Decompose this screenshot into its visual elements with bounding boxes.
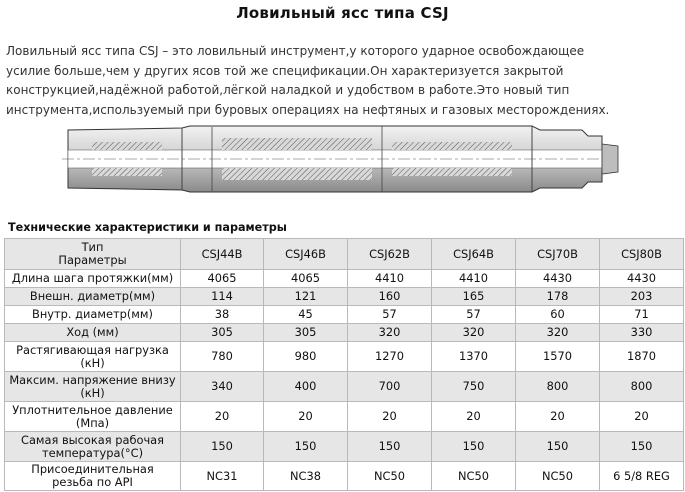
value-cell: 203: [600, 288, 684, 306]
table-corner-cell: [5, 239, 181, 270]
value-cell: 20: [264, 402, 348, 432]
value-cell: 400: [264, 372, 348, 402]
value-cell: 20: [348, 402, 432, 432]
value-cell: 4065: [264, 270, 348, 288]
value-cell: 800: [516, 372, 600, 402]
value-cell: 150: [348, 432, 432, 462]
value-cell: NC38: [264, 462, 348, 491]
table-row: [5, 306, 684, 324]
value-cell: 150: [600, 432, 684, 462]
value-cell: 4430: [516, 270, 600, 288]
value-cell: 750: [432, 372, 516, 402]
table-row: [5, 324, 684, 342]
value-cell: NC31: [181, 462, 264, 491]
value-cell: 121: [264, 288, 348, 306]
corner-type-label: Тип: [81, 240, 104, 254]
jar-tool-drawing: [62, 120, 622, 198]
table-row: [5, 288, 684, 306]
value-cell: 38: [181, 306, 264, 324]
value-cell: 150: [432, 432, 516, 462]
value-cell: 330: [600, 324, 684, 342]
table-row: [5, 462, 684, 491]
row-label-cell: Уплотнительное давление (Мпа): [5, 402, 181, 432]
value-cell: 700: [348, 372, 432, 402]
table-row: [5, 372, 684, 402]
model-header-cell: CSJ46B: [264, 239, 348, 270]
table-row: [5, 342, 684, 372]
value-cell: 178: [516, 288, 600, 306]
value-cell: 4430: [600, 270, 684, 288]
model-header-cell: CSJ80B: [600, 239, 684, 270]
value-cell: 20: [600, 402, 684, 432]
corner-params-label: Параметры: [58, 253, 127, 267]
row-label-cell: Присоединительная резьба по API: [5, 462, 181, 491]
table-header-row: [5, 239, 684, 270]
value-cell: 71: [600, 306, 684, 324]
value-cell: 20: [516, 402, 600, 432]
value-cell: 1370: [432, 342, 516, 372]
spec-table: [4, 238, 684, 491]
value-cell: 305: [181, 324, 264, 342]
value-cell: 1270: [348, 342, 432, 372]
value-cell: 340: [181, 372, 264, 402]
value-cell: NC50: [516, 462, 600, 491]
value-cell: 60: [516, 306, 600, 324]
section-title: Технические характеристики и параметры: [8, 221, 287, 234]
value-cell: NC50: [432, 462, 516, 491]
value-cell: 114: [181, 288, 264, 306]
value-cell: 320: [432, 324, 516, 342]
value-cell: 150: [516, 432, 600, 462]
row-label-cell: Растягивающая нагрузка (кН): [5, 342, 181, 372]
value-cell: 150: [181, 432, 264, 462]
value-cell: 1570: [516, 342, 600, 372]
value-cell: 4410: [348, 270, 432, 288]
model-header-cell: CSJ62B: [348, 239, 432, 270]
intro-paragraph: Ловильный ясс типа CSJ – это ловильный инструмент,у которого ударное освобождающее усилие больше,чем у других ясов той же спецификации.Он характеризуется закрытой конструкцией,надёжной работой,лёгкой наладкой и удобством в работе.Это новый тип инструмента,используемый при буровых операциях на нефтяных и газовых месторождениях.: [6, 44, 610, 117]
value-cell: 4065: [181, 270, 264, 288]
row-label-cell: Максим. напряжение внизу (кН): [5, 372, 181, 402]
value-cell: NC50: [348, 462, 432, 491]
value-cell: 4410: [432, 270, 516, 288]
model-header-cell: CSJ44B: [181, 239, 264, 270]
table-row: [5, 432, 684, 462]
value-cell: 305: [264, 324, 348, 342]
row-label-cell: Длина шага протяжки(мм): [5, 270, 181, 288]
value-cell: 320: [348, 324, 432, 342]
value-cell: 780: [181, 342, 264, 372]
value-cell: 320: [516, 324, 600, 342]
value-cell: 800: [600, 372, 684, 402]
row-label-cell: Ход (мм): [5, 324, 181, 342]
value-cell: 57: [432, 306, 516, 324]
value-cell: 150: [264, 432, 348, 462]
model-header-cell: CSJ64B: [432, 239, 516, 270]
value-cell: 160: [348, 288, 432, 306]
value-cell: 165: [432, 288, 516, 306]
value-cell: 6 5/8 REG: [600, 462, 684, 491]
row-label-cell: Самая высокая рабочая температура(°C): [5, 432, 181, 462]
table-row: [5, 402, 684, 432]
value-cell: 20: [181, 402, 264, 432]
value-cell: 1870: [600, 342, 684, 372]
model-header-cell: CSJ70B: [516, 239, 600, 270]
row-label-cell: Внешн. диаметр(мм): [5, 288, 181, 306]
row-label-cell: Внутр. диаметр(мм): [5, 306, 181, 324]
value-cell: 45: [264, 306, 348, 324]
page-title: Ловильный ясс типа CSJ: [236, 4, 449, 22]
table-row: [5, 270, 684, 288]
value-cell: 980: [264, 342, 348, 372]
value-cell: 57: [348, 306, 432, 324]
value-cell: 20: [432, 402, 516, 432]
